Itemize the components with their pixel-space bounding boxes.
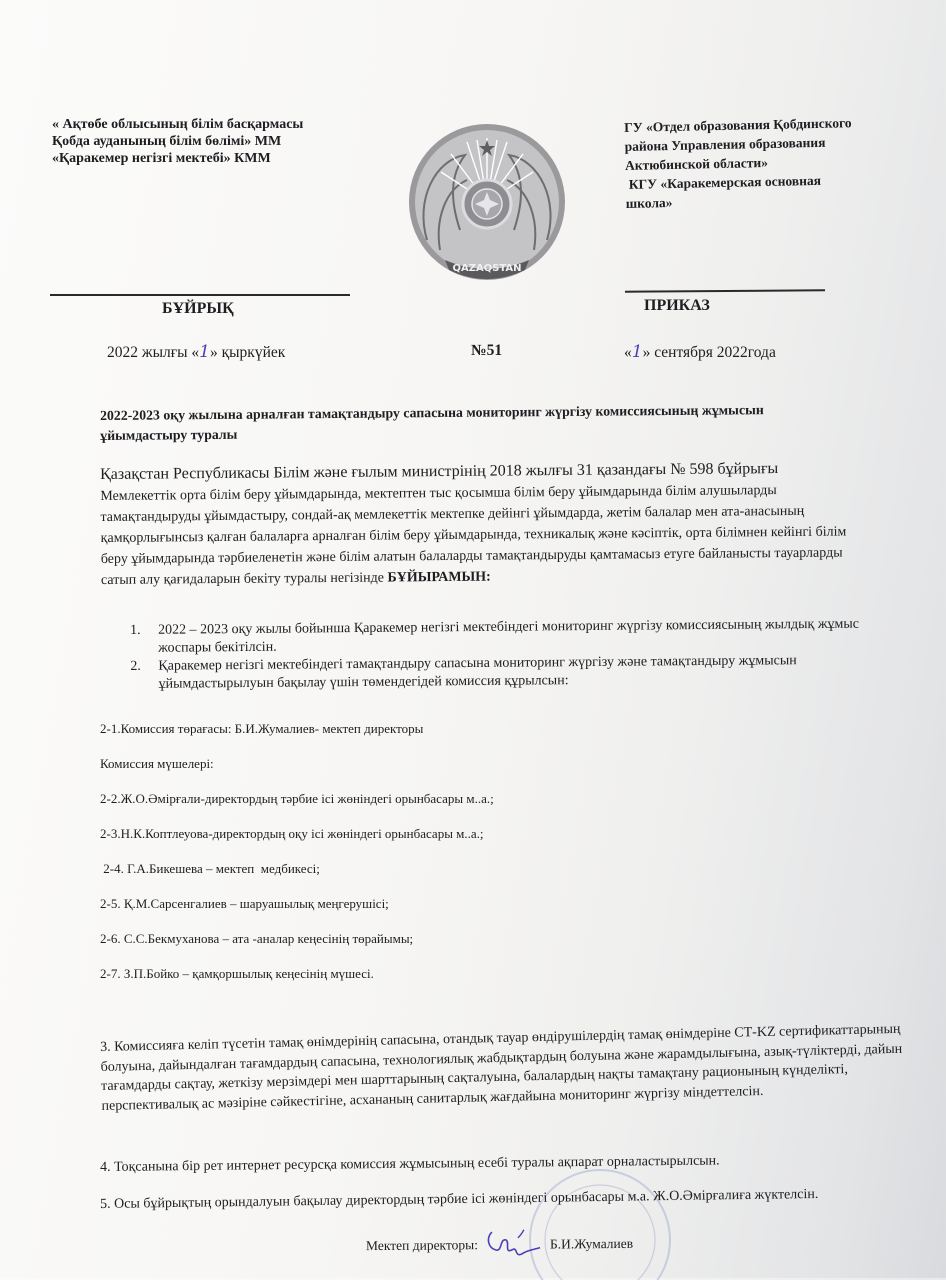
- date-russian: [624, 342, 776, 362]
- member-line: 2-7. З.П.Бойко – қамқоршылық кеңесінің мүшесі.: [100, 966, 374, 981]
- member-line: 2-6. С.С.Бекмуханова – ата -аналар кеңесінің төрайымы;: [100, 931, 414, 946]
- header-left-line: Қобда ауданының білім бөлімі» ММ: [52, 134, 282, 149]
- member-line: 2-3.Н.К.Коптлеуова-директордың оқу ісі жөніндегі орынбасары м..а.;: [100, 826, 484, 841]
- date-ru-suffix: » сентября 2022года: [642, 344, 776, 361]
- paragraph-5: 5. Осы бұйрықтың орындалуын бақылау директордың тәрбие ісі жөніндегі орынбасары м.а. Ж.О.Әмірғалиға жүктелсін.: [100, 1186, 819, 1212]
- divider-right: [625, 289, 825, 292]
- preamble-command: БҰЙЫРАМЫН:: [387, 569, 491, 586]
- list-number: 2.: [130, 658, 141, 674]
- paragraph-4: 4. Тоқсанына бір рет интернет ресурсқа комиссия жұмысының есебі туралы ақпарат орналастырылсын.: [100, 1153, 720, 1175]
- document-title-russian: ПРИКАЗ: [644, 297, 710, 314]
- handwritten-signature-icon: [484, 1228, 544, 1263]
- date-kz-prefix: 2022 жылғы «: [107, 344, 200, 361]
- list-number: 1.: [130, 622, 141, 638]
- signature-label: Мектеп директоры:: [365, 1237, 479, 1254]
- paragraph-3: 3. Комиссияға келіп түсетін тамақ өнімдерінің сапасына, отандық тауар өндірушілердің тамақ өнімдеріне СТ-KZ сертификаттарының болуына, дайындалған тағамдардың сапасына, технологиялық жабдықтардың болуына және жарамдылығына, азық-түліктерді, дайын тағамдарды сақтау, жеткізу мерзімдері мен шарттарының сақталуына, балалардың нақты тамақтану рационының күнделікті, перспективалық ас мәзіріне сәйкестігіне, асхананың санитарлық жағдайына мониторинг жүргізу міндеттелсін.: [100, 1021, 903, 1114]
- state-emblem-icon: [405, 120, 570, 290]
- handwritten-day: 1: [631, 342, 643, 362]
- member-line: 2-1.Комиссия төрағасы: Б.И.Жумалиев- мектеп директоры: [100, 721, 424, 736]
- header-right-line: ГУ «Отдел образования Қобдинского: [624, 115, 852, 135]
- divider-left: [50, 294, 350, 296]
- date-ru-prefix: «: [624, 344, 632, 361]
- list-text: Қаракемер негізгі мектебіндегі тамақтандыру сапасына мониторинг жүргізу және тамақтандыру жұмысын ұйымдастырылуын бақылау үшін төмендегідей комиссия құрылсын:: [158, 653, 797, 692]
- date-kazakh: [107, 342, 285, 362]
- header-left-line: «Қаракемер негізгі мектебі» КММ: [52, 151, 271, 166]
- signature-name: Б.И.Жумалиев: [549, 1235, 634, 1252]
- header-right-line: школа»: [625, 195, 673, 211]
- order-number: №51: [471, 342, 503, 359]
- header-kazakh-organization: [52, 116, 303, 167]
- member-line: 2-2.Ж.О.Әмірғали-директордың тәрбие ісі жөніндегі орынбасары м..а.;: [100, 791, 494, 806]
- list-item: [130, 652, 870, 694]
- preamble-body: Мемлекеттік орта білім беру ұйымдарында, мектептен тыс қосымша білім беру ұйымдарында білім алушыларды тамақтандыруды ұйымдастыру, сондай-ақ мемлекеттік мектепке дейінгі ұйымдарда, жетім балалар мен ата-анасының қамқорлығынсыз қалған балаларға арналған білім беру ұйымдарында, техникалық және кәсіптік, орта білімнен кейінгі білім беру ұйымдарында тәрбиеленетін және білім алатын балаларды тамақтандыруды қамтамасыз етуге байланысты тауарларды сатып алу қағидаларын бекіту туралы негізінде: [100, 483, 847, 588]
- member-line: Комиссия мүшелері:: [100, 756, 214, 771]
- handwritten-day: 1: [199, 342, 210, 362]
- emblem-label: QAZAQSTAN: [452, 263, 522, 274]
- member-line: 2-4. Г.А.Бикешева – мектеп медбикесі;: [100, 861, 320, 876]
- preamble-reference: Қазақстан Республикасы Білім және ғылым министрінің 2018 жылғы 31 қазандағы № 598 бұйрығы: [100, 460, 779, 483]
- header-left-line: « Ақтөбе облысының білім басқармасы: [52, 117, 304, 132]
- header-right-line: Актюбинской области»: [624, 154, 769, 173]
- preamble: [100, 457, 871, 591]
- order-subject: 2022-2023 оқу жылына арналған тамақтандыру сапасына мониторинг жүргізу комиссиясының жұмысын ұйымдастыру туралы: [100, 402, 764, 443]
- date-kz-suffix: » қыркүйек: [209, 344, 286, 361]
- document-title-kazakh: БҰЙРЫҚ: [162, 300, 234, 317]
- signature-block: [366, 1227, 633, 1263]
- list-text: 2022 – 2023 оқу жылы бойынша Қаракемер негізгі мектебіндегі мониторинг жүргізу комиссиясының жылдық жұмыс жоспары бекітілсін.: [158, 616, 860, 656]
- member-line: 2-5. Қ.М.Сарсенгалиев – шаруашылық меңгерушісі;: [100, 896, 389, 911]
- header-right-line: КГУ «Каракемерская основная: [625, 172, 822, 192]
- commission-members: [100, 720, 494, 1000]
- order-list: [130, 616, 871, 694]
- header-right-line: района Управления образования: [624, 134, 826, 154]
- header-russian-organization: [624, 112, 896, 213]
